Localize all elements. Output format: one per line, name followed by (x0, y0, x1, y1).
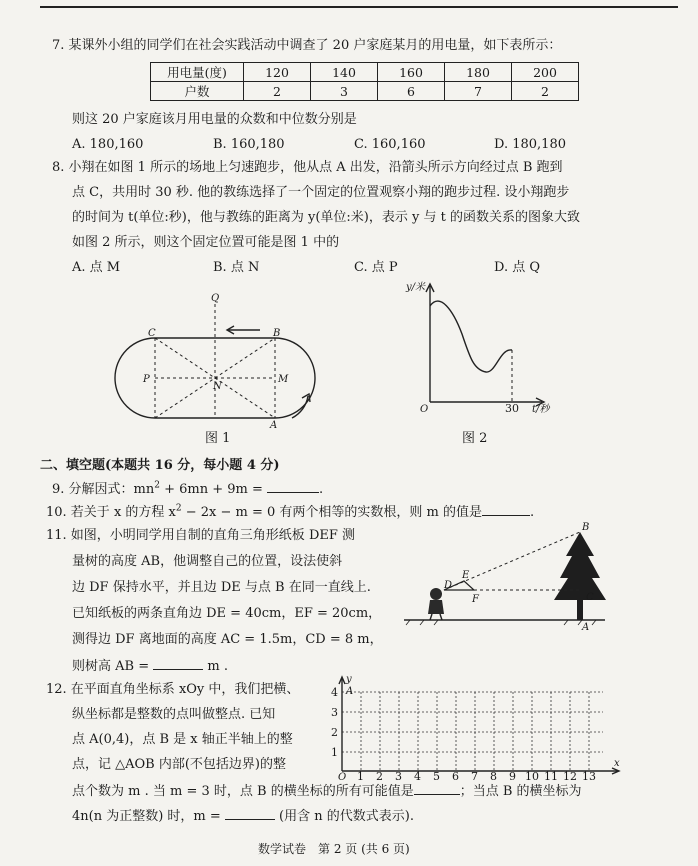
answer-blank[interactable] (414, 782, 460, 795)
q7-option-a: A. 180,160 (72, 137, 144, 152)
x-tick: 11 (544, 770, 558, 782)
table-cell: 7 (445, 82, 512, 101)
y-tick: 2 (331, 726, 338, 739)
answer-blank[interactable] (267, 480, 319, 493)
q12-line-4: 点，记 △AOB 内部(不包括边界)的整 (72, 757, 287, 772)
table-cell: 3 (311, 82, 378, 101)
q10-line: 10. 若关于 x 的方程 $x^2 - 2x - m = 0$ 有两个相等的实数根，则 m 的值是 . (46, 503, 535, 520)
grid-y-label: y (346, 674, 352, 685)
grid-x-label: x (614, 758, 620, 769)
origin-label: O (420, 404, 429, 415)
table-cell: 160 (378, 63, 445, 82)
x-tick: 4 (414, 770, 421, 782)
table-cell: 用电量(度) (151, 63, 244, 82)
q7-question: 则这 20 户家庭该月用电量的众数和中位数分别是 (72, 112, 357, 127)
x-tick: 9 (509, 770, 516, 782)
answer-blank[interactable] (225, 807, 275, 820)
arrow-side-head (302, 394, 310, 402)
label-e: E (462, 570, 470, 581)
label-a: A (270, 420, 278, 430)
x-tick: 1 (357, 770, 364, 782)
q8-line-4: 如图 2 所示，则这个固定位置可能是图 1 中的 (72, 235, 340, 250)
x-tick: 6 (452, 770, 459, 782)
tree-crown (554, 532, 606, 600)
person-body (428, 600, 444, 614)
figure-tree (400, 520, 610, 630)
person-leg (440, 614, 442, 620)
q11-line-1: 11. 如图，小明同学用自制的直角三角形纸板 DEF 测 (46, 528, 356, 543)
answer-blank[interactable] (482, 503, 530, 516)
q7-option-c: C. 160,160 (354, 137, 426, 152)
x-label: t/秒 (532, 404, 550, 415)
x-tick: 2 (376, 770, 383, 782)
person-leg (430, 614, 432, 620)
q11-line-6: 则树高 AB = m . (72, 659, 228, 674)
q9-line: 9. 分解因式：$mn^2 + 6mn + 9m$ = . (52, 480, 324, 497)
q12-line-1: 12. 在平面直角坐标系 xOy 中，我们把横、 (46, 682, 300, 697)
figure-1-track (110, 290, 340, 430)
x-tick: 5 (433, 770, 440, 782)
label-n: N (213, 381, 222, 392)
label-b: B (582, 522, 590, 533)
label-a: A (582, 622, 590, 630)
table-row (151, 82, 579, 101)
table-cell: 180 (445, 63, 512, 82)
grid-origin: O (338, 772, 347, 782)
grid-point-a: A (346, 686, 354, 697)
q8-option-a: A. 点 M (72, 260, 121, 275)
q8-option-d: D. 点 Q (494, 260, 541, 275)
table-row (151, 63, 579, 82)
label-b: B (273, 328, 281, 339)
table-cell: 户数 (151, 82, 244, 101)
x-tick: 10 (525, 770, 539, 782)
q12-line-3: 点 A(0,4)，点 B 是 x 轴正半轴上的整 (72, 732, 293, 747)
table-cell: 2 (512, 82, 579, 101)
ground-hatch (406, 620, 596, 625)
grid-lines (342, 692, 603, 771)
tick-30: 30 (505, 402, 519, 415)
table-cell: 120 (244, 63, 311, 82)
q8-line-3: 的时间为 t(单位:秒)，他与教练的距离为 y(单位:米)，表示 y 与 t 的函数关系的图象大致 (72, 210, 580, 225)
section-2-title: 二、填空题(本题共 16 分，每小题 4 分) (40, 458, 280, 473)
x-tick: 8 (490, 770, 497, 782)
q11-line-3: 边 DF 保持水平，并且边 DE 与点 B 在同一直线上. (72, 580, 371, 595)
figure-2-graph (398, 278, 558, 418)
label-c: C (148, 328, 156, 339)
y-tick: 1 (331, 746, 338, 759)
label-c: C (586, 592, 594, 603)
person-head (430, 588, 442, 600)
q8-option-b: B. 点 N (213, 260, 260, 275)
arrow-side (292, 396, 308, 418)
page-footer: 数学试卷 第 2 页 (共 6 页) (258, 842, 410, 856)
label-m: M (278, 374, 289, 385)
x-tick: 7 (471, 770, 478, 782)
y-label: y/米 (406, 282, 426, 293)
table-cell: 140 (311, 63, 378, 82)
tree-trunk (577, 598, 583, 620)
label-f: F (472, 594, 479, 605)
figure-2-caption: 图 2 (462, 431, 488, 446)
table-cell: 2 (244, 82, 311, 101)
label-d: D (444, 580, 453, 591)
q8-line-1: 8. 小翔在如图 1 所示的场地上匀速跑步，他从点 A 出发，沿箭头所示方向经过点 B 跑到 (52, 160, 563, 175)
q8-option-c: C. 点 P (354, 260, 398, 275)
table-cell: 200 (512, 63, 579, 82)
curve (430, 301, 512, 372)
x-tick: 3 (395, 770, 402, 782)
label-q: Q (211, 293, 220, 304)
answer-blank[interactable] (153, 657, 203, 670)
figure-1-caption: 图 1 (205, 431, 231, 446)
q8-line-2: 点 C，共用时 30 秒. 他的教练选择了一个固定的位置观察小翔的跑步过程. 设小翔跑步 (72, 185, 570, 200)
q7-option-b: B. 160,180 (213, 137, 285, 152)
q7-table (150, 62, 579, 101)
figure-grid (328, 672, 628, 782)
q12-line-5: 点个数为 m . 当 m = 3 时，点 B 的横坐标的所有可能值是 ；当点 B 的横坐标为 (72, 784, 582, 799)
q11-line-2: 量树的高度 AB，他调整自己的位置，设法使斜 (72, 554, 343, 569)
table-cell: 6 (378, 82, 445, 101)
q12-line-6: 4n(n 为正整数) 时，m = (用含 n 的代数式表示). (72, 809, 414, 824)
q12-line-2: 纵坐标都是整数的点叫做整点. 已知 (72, 707, 276, 722)
q7-stem: 7. 某课外小组的同学们在社会实践活动中调查了 20 户家庭某月的用电量，如下表所示： (52, 38, 562, 53)
y-tick: 4 (331, 686, 338, 699)
q11-line-4: 已知纸板的两条直角边 DE = 40cm，EF = 20cm， (72, 606, 382, 621)
x-tick: 12 (563, 770, 577, 782)
label-p: P (143, 374, 150, 385)
x-tick: 13 (582, 770, 596, 782)
q11-line-5: 测得边 DF 离地面的高度 AC = 1.5m，CD = 8 m， (72, 632, 383, 647)
q7-option-d: D. 180,180 (494, 137, 566, 152)
y-tick: 3 (331, 706, 338, 719)
top-rule (40, 6, 678, 8)
